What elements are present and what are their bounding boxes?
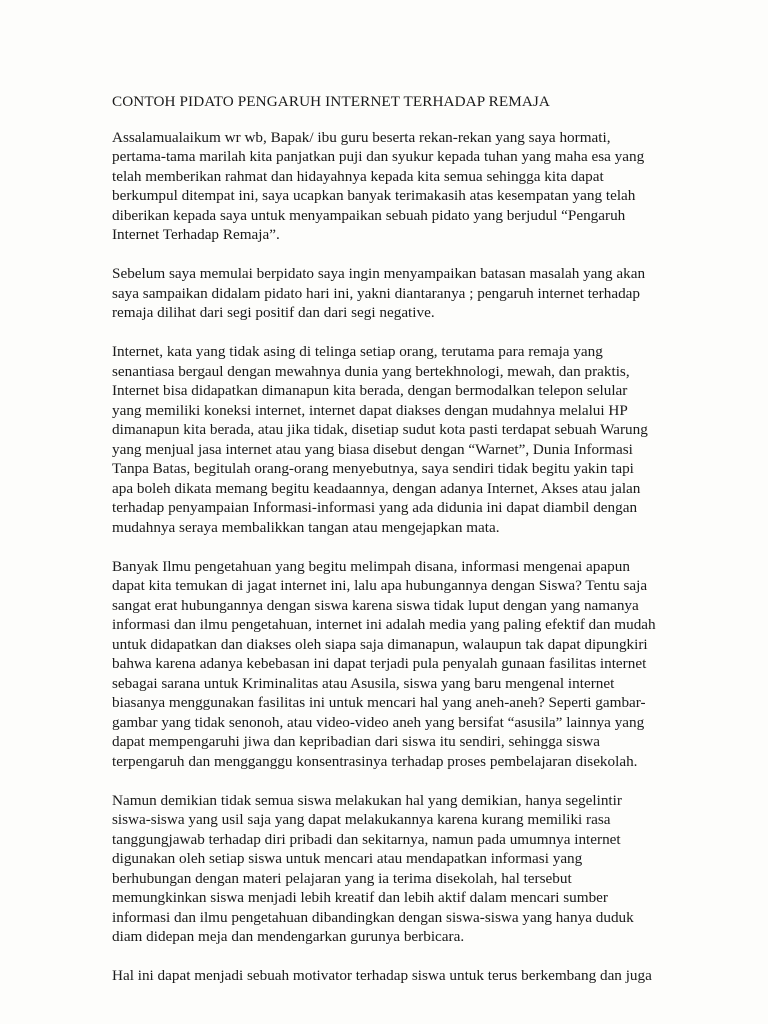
paragraph-internet: Internet, kata yang tidak asing di telinga setiap orang, terutama para remaja yang senantiasa bergaul dengan mewahnya dunia yang bertekhnologi, mewah, dan praktis, Internet bisa didapatkan dimanapun kita berada, dengan bermodalkan telepon selular yang memiliki koneksi internet, internet dapat diakses dengan mudahnya melalui HP dimanapun kita berada, atau jika tidak, disetiap sudut kota pasti terdapat sebuah Warung yang menjual jasa internet atau yang biasa disebut dengan “Warnet”, Dunia Informasi Tanpa Batas, begitulah orang-orang menyebutnya, saya sendiri tidak begitu yakin tapi apa boleh dikata memang begitu keadaannya, dengan adanya Internet, Akses atau jalan terhadap penyampaian Informasi-informasi yang ada didunia ini dapat diambil dengan mudahnya seraya membalikkan tangan atau mengejapkan mata. [112,343,648,536]
paragraph-however: Namun demikian tidak semua siswa melakukan hal yang demikian, hanya segelintir siswa-siswa yang usil saja yang dapat melakukannya karena kurang memiliki rasa tanggungjawab terhadap diri pribadi dan sekitarnya, namun pada umumnya internet digunakan oleh setiap siswa untuk mencari atau mendapatkan informasi yang berhubungan dengan materi pelajaran yang ia terima disekolah, hal tersebut memungkinkan siswa menjadi lebih kreatif dan lebih aktif dalam mencari sumber informasi dan ilmu pengetahuan dibandingkan dengan siswa-siswa yang hanya duduk diam didepan meja dan mendengarkan gurunya berbicara. [112,791,634,945]
paragraph-scope: Sebelum saya memulai berpidato saya ingin menyampaikan batasan masalah yang akan saya sampaikan didalam pidato hari ini, yakni diantaranya ; pengaruh internet terhadap remaja dilihat dari segi positif dan dari segi negative. [112,265,646,321]
paragraph-greeting: Assalamualaikum wr wb, Bapak/ ibu guru beserta rekan-rekan yang saya hormati, pertama-tama marilah kita panjatkan puji dan syukur kepada tuhan yang maha esa yang telah memberikan rahmat dan hidayahnya kepada kita semua sehingga kita dapat berkumpul ditempat ini, saya ucapkan banyak terimakasih atas kesempatan yang telah diberikan kepada saya untuk menyampaikan sebuah pidato yang berjudul “Pengaruh Internet Terhadap Remaja”. [112,128,645,243]
document-title: CONTOH PIDATO PENGARUH INTERNET TERHADAP REMAJA [112,93,550,110]
paragraph-motivator: Hal ini dapat menjadi sebuah motivator terhadap siswa untuk terus berkembang dan juga [112,967,652,984]
paragraph-knowledge: Banyak Ilmu pengetahuan yang begitu melimpah disana, informasi mengenai apapun dapat kita temukan di jagat internet ini, lalu apa hubungannya dengan Siswa? Tentu saja sangat erat hubungannya dengan siswa karena siswa tidak luput dengan yang namanya informasi dan ilmu pengetahuan, internet ini adalah media yang paling efektif dan mudah untuk didapatkan dan diakses oleh siapa saja dimanapun, walaupun tak dapat dipungkiri bahwa karena adanya kebebasan ini dapat terjadi pula penyalah gunaan fasilitas internet sebagai sarana untuk Kriminalitas atau Asusila, siswa yang baru mengenal internet biasanya menggunakan fasilitas ini untuk mencari hal yang aneh-aneh? Seperti gambar- gambar yang tidak senonoh, atau video-video aneh yang bersifat “asusila” lainnya yang dapat mempengaruhi jiwa dan kepribadian dari siswa itu sendiri, sehingga siswa terpengaruh dan mengganggu konsentrasinya terhadap proses pembelajaran disekolah. [112,557,656,770]
document-body [112,92,656,1005]
